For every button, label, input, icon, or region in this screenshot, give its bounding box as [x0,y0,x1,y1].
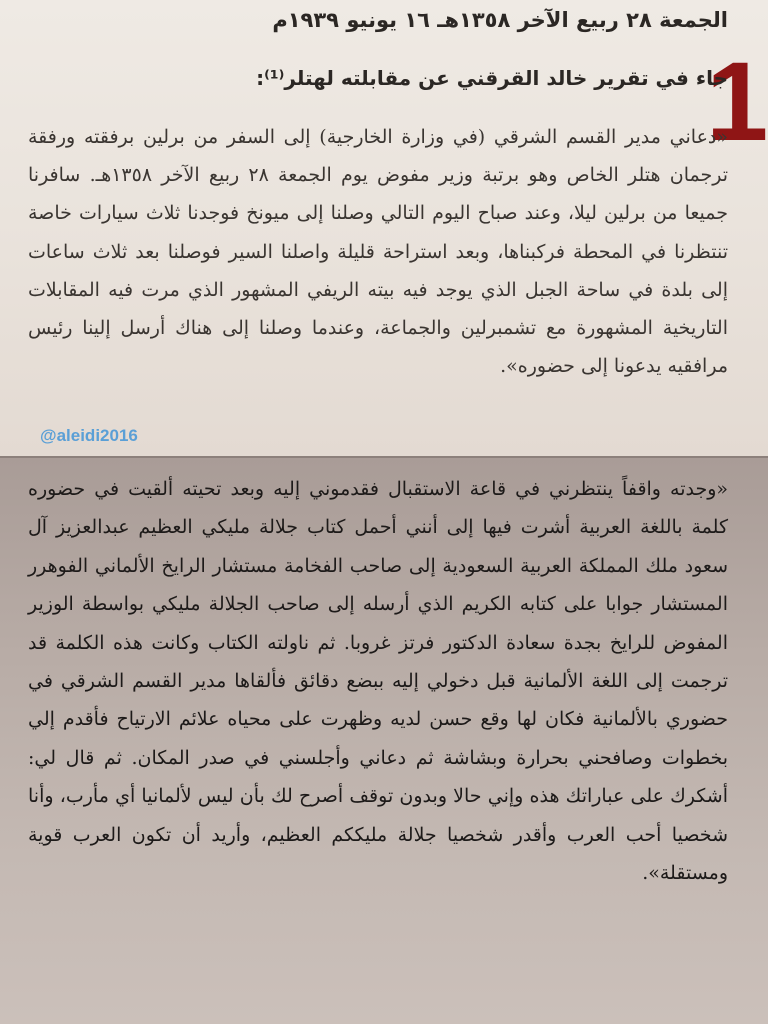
paragraph-text: «وجدته واقفاً ينتظرني في قاعة الاستقبال فقدموني إليه وبعد تحيته ألقيت في حضوره كلمة باللغة العربية أشرت فيها إلى أنني أحمل كتاب جلالة مليكي العظيم عبدالعزيز آل سعود ملك المملكة العربية السعودية إلى صاحب الفخامة مستشار الرايخ الألماني الفوهرر المستشار جوابا على كتابه الكريم الذي أرسله إلى صاحب الجلالة مليكي بواسطة الوزير المفوض للرايخ بجدة سعادة الدكتور فرتز غروبا. ثم ناولته الكتاب وكانت هذه الكلمة قد ترجمت إلى اللغة الألمانية قبل دخولي إليه ببضع دقائق فألقاها مدير القسم الشرقي في حضوري بالألمانية فكان لها وقع حسن لديه وظهرت على محياه علائم الارتياح فأقدم إلي بخطوات وصافحني بحرارة وبشاشة ثم دعاني وأجلسني في صدر المكان. ثم قال لي: أشكرك على عباراتك هذه وإني حالا وبدون توقف أصرح لك بأن ليس لألمانيا أي مأرب، وأنا شخصيا أحب العرب وأقدر شخصيا جلالة مليككم العظيم، وأريد أن تكون العرب قوية ومستقلة». [28,478,728,885]
date-header: الجمعة ٢٨ ربيع الآخر ١٣٥٨هـ ١٦ يونيو ١٩٣٩م [272,8,728,32]
quote-paragraph-bottom [28,470,728,892]
section-heading: جاء في تقرير خالد القرقني عن مقابلته لهتلر⁽¹⁾: [256,66,728,90]
image-number-label: 1 [706,39,768,164]
paragraph-text: «دعاني مدير القسم الشرقي (في وزارة الخارجية) إلى السفر من برلين برفقته ورفقة ترجمان هتلر الخاص وهو برتبة وزير مفوض يوم الجمعة ٢٨ ربيع الآخر ١٣٥٨هـ. سافرنا جميعا من برلين ليلا، وعند صباح اليوم التالي وصلنا إلى ميونخ فوجدنا ثلاث سيارات خاصة تنتظرنا في المحطة فركبناها، وبعد استراحة قليلة واصلنا السير فوصلنا بعد ثلاث ساعات إلى بلدة في ساحة الجبل الذي يوجد فيه بيته الريفي المشهور الذي مرت فيه المقابلات التاريخية المشهورة مع تشمبرلين والجماعة، وعندما وصلنا إلى هناك أرسل إلينا رئيس مرافقيه يدعونا إلى حضوره». [28,126,728,378]
quote-paragraph-top [28,118,728,385]
top-book-page [0,0,768,458]
bottom-book-page [0,458,768,1024]
watermark-handle: @aleidi2016 [40,426,138,445]
